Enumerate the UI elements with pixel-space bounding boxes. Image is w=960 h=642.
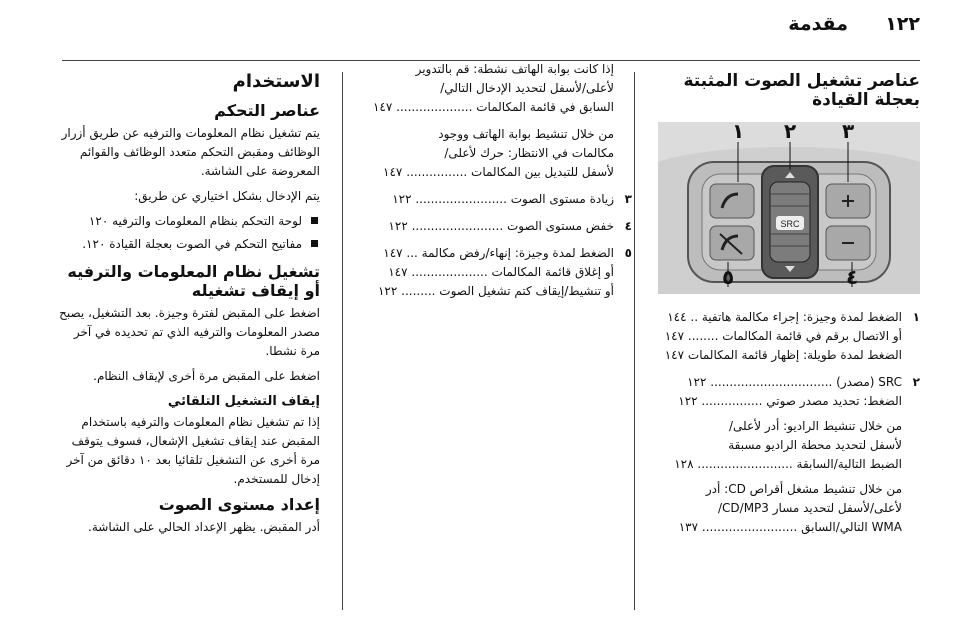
- item-number: ٤: [624, 219, 632, 233]
- right-column-items: [658, 308, 920, 537]
- header-title: مقدمة: [788, 13, 848, 35]
- paragraph: اضغط على المقبض مرة أخرى لإيقاف النظام.: [93, 369, 320, 383]
- item-line: خفض مستوى الصوت ........................ ١٢٢: [388, 219, 614, 233]
- subsection-title-controls: عناصر التحكم: [214, 101, 320, 120]
- right-column: [658, 72, 920, 545]
- header-page-number: ١٢٢: [885, 13, 920, 35]
- item-line: السابق في قائمة المكالمات .................... ١٤٧: [372, 100, 614, 114]
- middle-column-items: [372, 60, 632, 301]
- column-divider-left: [342, 72, 343, 610]
- callout-2: ٢: [784, 122, 797, 143]
- item-number: ١: [912, 310, 920, 324]
- callout-3: ٣: [842, 122, 855, 143]
- item-line: الضغط لمدة طويلة: إظهار قائمة المكالمات ١٤٧: [664, 348, 902, 362]
- steering-wheel-illustration: [658, 122, 920, 294]
- item-line: لأعلى/لأسفل لتحديد الإدخال التالي/: [440, 81, 614, 95]
- item-line: الضغط لمدة وجيزة: إنهاء/رفض مكالمة ... ١٤٧: [383, 246, 614, 260]
- bullet-item: مفاتيح التحكم في الصوت بعجلة القيادة ١٢٠.: [58, 235, 320, 254]
- item-line: من خلال تنشيط بوابة الهاتف ووجود: [438, 127, 614, 141]
- section-title-usage: الاستخدام: [232, 71, 320, 92]
- item-line: أو الاتصال برقم في قائمة المكالمات ........ ١٤٧: [664, 329, 902, 343]
- subsection-title-auto-off: إيقاف التشغيل التلقائي: [167, 394, 320, 409]
- list-item: [377, 244, 632, 301]
- list-item: [386, 190, 632, 209]
- svg-text:SRC: SRC: [780, 219, 800, 229]
- item-line: الضغط لمدة وجيزة: إجراء مكالمة هاتفية .. ١٤٤: [667, 310, 902, 324]
- item-line: أو إغلاق قائمة المكالمات .................... ١٤٧: [388, 265, 614, 279]
- subsection-title-volume: إعداد مستوى الصوت: [158, 495, 320, 514]
- item-line: أو تنشيط/إيقاف كتم تشغيل الصوت ......... ١٢٢: [377, 284, 614, 298]
- left-column: [58, 72, 320, 543]
- item-line: إذا كانت بوابة الهاتف نشطة: قم بالتدوير: [415, 62, 614, 76]
- item-line: لأعلى/لأسفل لتحديد مسار CD/MP3/: [717, 501, 902, 515]
- list-item: [658, 308, 920, 365]
- item-line: مكالمات في الانتظار: حرك لأعلى/: [444, 146, 614, 160]
- item-line: لأسفل للتبديل بين المكالمات ................ ١٤٧: [383, 165, 614, 179]
- list-item: [383, 125, 632, 182]
- item-line: WMA التالي/السابق ......................... ١٣٧: [678, 520, 902, 534]
- item-line: من خلال تنشيط الراديو: أدر لأعلى/: [729, 419, 902, 433]
- item-number: ٢: [912, 375, 920, 389]
- item-line: زيادة مستوى الصوت ........................ ١٢٢: [392, 192, 614, 206]
- column-divider-right: [634, 72, 635, 610]
- paragraph: يتم تشغيل نظام المعلومات والترفيه عن طريق أزرار الوظائف ومقبض التحكم متعدد الوظائف والقوائم المعروضة على الشاشة.: [61, 126, 320, 178]
- subsection-title-power: تشغيل نظام المعلومات والترفيه أو إيقاف تشغيله: [67, 262, 320, 300]
- page-header: [0, 0, 960, 50]
- item-line: SRC (مصدر) ................................ ١٢٢: [687, 375, 902, 389]
- paragraph: إذا تم تشغيل نظام المعلومات والترفيه باستخدام المقبض عند إيقاف تشغيل الإشعال، فسوف يتوقف مرة أخرى عن التشغيل تلقائيا بعد ١٠ دقائق من آخر إدخال للمستخدم.: [66, 415, 320, 486]
- callout-1: ١: [732, 122, 745, 143]
- list-item: [386, 217, 632, 236]
- paragraph: يتم الإدخال بشكل اختياري عن طريق:: [134, 189, 320, 203]
- middle-column: [372, 60, 632, 309]
- item-line: الضغط: تحديد مصدر صوتي ................ ١٢٢: [678, 394, 902, 408]
- steering-wheel-controls-figure: [658, 122, 920, 294]
- bullet-item: لوحة التحكم بنظام المعلومات والترفيه ١٢٠: [58, 212, 320, 231]
- item-line: من خلال تنشيط مشغل أقراص CD: أدر: [705, 482, 902, 496]
- section-title-steering-controls: عناصر تشغيل الصوت المثبتة بعجلة القيادة: [683, 71, 920, 110]
- list-item: [658, 373, 920, 537]
- callout-5: ٥: [722, 265, 735, 289]
- paragraph: أدر المقبض. يظهر الإعداد الحالي على الشاشة.: [88, 520, 320, 534]
- item-number: ٥: [624, 246, 632, 260]
- item-line: الضبط التالية/السابقة ......................... ١٢٨: [674, 457, 902, 471]
- paragraph: اضغط على المقبض لفترة وجيزة. بعد التشغيل، يصبح مصدر المعلومات والترفيه الذي تم تحديده في آخر مرة نشطا.: [59, 306, 320, 358]
- item-line: لأسفل لتحديد محطة الراديو مسبقة: [728, 438, 902, 452]
- item-number: ٣: [624, 192, 632, 206]
- callout-4: ٤: [846, 265, 859, 289]
- list-item: [372, 60, 632, 117]
